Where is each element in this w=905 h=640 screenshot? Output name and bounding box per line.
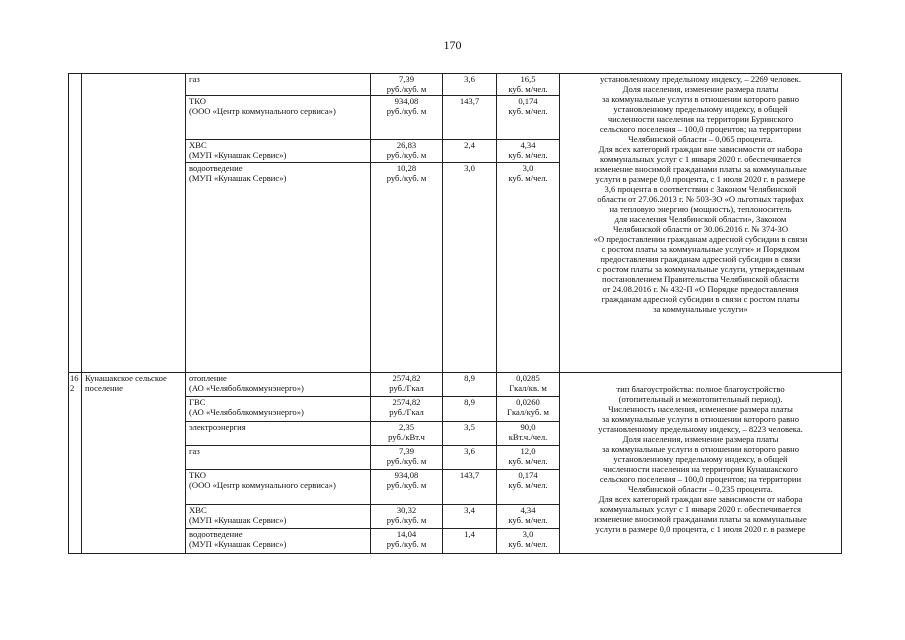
tariff-value: 10,28 (396, 163, 417, 173)
norm-unit: куб. м/чел. (508, 173, 548, 183)
description-line: Численность населения, изменение размера платы (608, 404, 793, 414)
description-line: «О предоставлении гражданам адресной субсидии в связи (593, 234, 808, 244)
norm-unit: куб. м/чел. (508, 150, 548, 160)
description-line: сельского поселения – 100,0 процентов; на территории (599, 124, 802, 134)
service-provider: (АО «Челябоблкоммунэнерго») (189, 407, 304, 417)
norm-unit: куб. м/чел. (508, 456, 548, 466)
tariff-value: 7,39 (398, 446, 415, 456)
service-cell (186, 373, 371, 397)
tariff-cell (371, 397, 443, 422)
service-name: водоотведение (189, 163, 243, 173)
description-line: от 24.08.2016 г. № 432-П «О Порядке предоставления (602, 284, 799, 294)
norm-value: 0,0285 (516, 373, 540, 383)
description-line: установленному предельному индексу, – 2269 человек. (600, 74, 801, 84)
growth-percent: 143,7 (443, 470, 497, 505)
service-name: газ (189, 74, 200, 84)
description-line: Челябинской области – 0,235 процента. (628, 484, 773, 494)
service-cell (186, 422, 371, 446)
description-line: коммунальных услуг с 1 января 2020 г. обеспечивается (600, 504, 801, 514)
service-name: газ (189, 446, 200, 456)
growth-percent: 8,9 (443, 373, 497, 397)
norm-cell (497, 96, 560, 140)
service-provider: (МУП «Кунашак Сервис») (189, 173, 287, 183)
norm-unit: куб. м/чел. (508, 539, 548, 549)
norm-value: 0,174 (518, 470, 538, 480)
description-line: изменение вносимой гражданами платы за коммунальные (594, 514, 807, 524)
service-name: ТКО (189, 96, 206, 106)
tariff-value: 2574,82 (392, 397, 421, 407)
norm-unit: куб. м/чел. (508, 480, 548, 490)
tariff-table (68, 73, 842, 554)
table-row (69, 373, 842, 397)
tariff-cell (371, 163, 443, 373)
tariff-unit: руб./куб. м (386, 480, 427, 490)
norm-value: 3,0 (522, 529, 534, 539)
tariff-unit: руб./куб. м (386, 539, 427, 549)
growth-percent: 3,0 (443, 163, 497, 373)
description-line: Для всех категорий граждан вне зависимости от набора (598, 494, 803, 504)
description-line: численности населения на территории Кунашакского (603, 464, 798, 474)
description-line: за коммунальные услуги в отношении которого равно (601, 94, 800, 104)
growth-percent: 3,6 (443, 74, 497, 96)
description-line: изменение вносимой гражданами платы за коммунальные (594, 164, 807, 174)
service-cell (186, 470, 371, 505)
service-name: электроэнергия (189, 422, 246, 432)
tariff-value: 26,83 (396, 140, 417, 150)
description-line: за коммунальные услуги в отношении которого равно (601, 444, 800, 454)
description-line: услуги в размере 0,0 процента, с 1 июля 2020 г. в размере (595, 524, 806, 534)
service-name: отопление (189, 373, 227, 383)
service-cell (186, 140, 371, 163)
tariff-unit: руб./куб. м (386, 84, 427, 94)
description-line: Челябинской области – 0,065 процента. (628, 134, 773, 144)
description-line: предоставления гражданам адресной субсидии в связи (600, 254, 801, 264)
service-name: ХВС (189, 140, 207, 150)
description-line: за коммунальные услуги в отношении которого равно (601, 414, 800, 424)
service-provider: (МУП «Кунашак Сервис») (189, 515, 287, 525)
description-text (560, 74, 842, 373)
norm-value: 4,34 (520, 140, 536, 150)
service-name: ГВС (189, 397, 206, 407)
tariff-value: 14,04 (396, 529, 417, 539)
service-provider: (ООО «Центр коммунального сервиса») (189, 480, 336, 490)
growth-percent: 1,4 (443, 529, 497, 554)
tariff-cell (371, 373, 443, 397)
norm-value: 0,174 (518, 96, 538, 106)
description-line: с ростом платы за коммунальные услуги» и Порядком (601, 244, 800, 254)
tariff-unit: руб./кВт.ч (388, 432, 425, 442)
tariff-unit: руб./куб. м (386, 173, 427, 183)
norm-value: 90,0 (520, 422, 536, 432)
service-provider: (МУП «Кунашак Сервис») (189, 539, 287, 549)
description-line: Челябинской области от 30.06.2016 г. № 374-ЗО (612, 224, 789, 234)
norm-cell (497, 505, 560, 529)
growth-percent: 8,9 (443, 397, 497, 422)
tariff-unit: руб./куб. м (386, 150, 427, 160)
norm-cell (497, 446, 560, 470)
service-cell (186, 505, 371, 529)
norm-value: 3,0 (522, 163, 534, 173)
tariff-cell (371, 96, 443, 140)
page-number: 170 (443, 38, 462, 52)
description-line: на тепловую энергию (мощность), теплоноситель (609, 204, 792, 214)
section-number (69, 74, 82, 373)
norm-cell (497, 470, 560, 505)
description-line: установленному предельному индексу, в общей (613, 104, 788, 114)
settlement-name: Кунашакское сельское поселение (82, 373, 186, 554)
tariff-cell (371, 446, 443, 470)
tariff-value: 934,08 (394, 470, 419, 480)
description-line: гражданам адресной субсидии в связи с ростом платы (601, 294, 800, 304)
section-number: 162 (69, 373, 82, 554)
description-line: тип благоустройства: полное благоустройство (616, 384, 785, 394)
tariff-value: 934,08 (394, 96, 419, 106)
description-line: для населения Челябинской области», Законом (614, 214, 787, 224)
table-row (69, 74, 842, 96)
description-line: Доля населения, изменение размера платы (622, 434, 779, 444)
description-line: Для всех категорий граждан вне зависимости от набора (598, 144, 803, 154)
norm-unit: Гкал/куб. м (507, 407, 549, 417)
description-text (560, 373, 842, 554)
growth-percent: 3,5 (443, 422, 497, 446)
description-line: численности населения на территории Буринского (607, 114, 794, 124)
growth-percent: 2,4 (443, 140, 497, 163)
tariff-cell (371, 470, 443, 505)
description-line: области от 27.06.2013 г. № 503-ЗО «О льготных тарифах (597, 194, 804, 204)
growth-percent: 3,6 (443, 446, 497, 470)
tariff-unit: руб./куб. м (386, 456, 427, 466)
description-line: услуги в размере 0,0 процента, с 1 июля 2020 г. в размере (595, 174, 806, 184)
norm-value: 4,34 (520, 505, 536, 515)
service-cell (186, 397, 371, 422)
service-provider: (ООО «Центр коммунального сервиса») (189, 106, 336, 116)
service-cell (186, 529, 371, 554)
tariff-cell (371, 140, 443, 163)
growth-percent: 143,7 (443, 96, 497, 140)
norm-value: 16,5 (520, 74, 536, 84)
tariff-unit: руб./куб. м (386, 106, 427, 116)
tariff-cell (371, 74, 443, 96)
norm-cell (497, 529, 560, 554)
tariff-value: 2,35 (398, 422, 415, 432)
description-line: установленному предельному индексу, – 8223 человека. (598, 424, 803, 434)
description-line: с ростом платы за коммунальные услуги, утвержденным (596, 264, 805, 274)
tariff-unit: руб./куб. м (386, 515, 427, 525)
tariff-unit: руб./Гкал (389, 407, 424, 417)
service-cell (186, 163, 371, 373)
service-cell (186, 96, 371, 140)
norm-value: 12,0 (520, 446, 536, 456)
tariff-cell (371, 505, 443, 529)
norm-cell (497, 397, 560, 422)
tariff-value: 30,32 (396, 505, 417, 515)
tariff-cell (371, 529, 443, 554)
description-line: (отопительный и межотопительный период). (618, 394, 783, 404)
norm-unit: куб. м/чел. (508, 106, 548, 116)
norm-value: 0,0260 (516, 397, 540, 407)
tariff-value: 2574,82 (392, 373, 421, 383)
norm-cell (497, 74, 560, 96)
norm-unit: куб. м/чел. (508, 84, 548, 94)
description-line: 3,6 процента в соответствии с Законом Челябинской (604, 184, 797, 194)
tariff-cell (371, 422, 443, 446)
tariff-unit: руб./Гкал (389, 383, 424, 393)
description-line: установленному предельному индексу, в общей (613, 454, 788, 464)
norm-cell (497, 140, 560, 163)
description-line: за коммунальные услуги» (653, 304, 748, 314)
growth-percent: 3,4 (443, 505, 497, 529)
description-line: сельского поселения – 100,0 процентов; на территории (599, 474, 802, 484)
service-name: ТКО (189, 470, 206, 480)
service-provider: (АО «Челябоблкоммунэнерго») (189, 383, 304, 393)
service-cell (186, 74, 371, 96)
norm-unit: кВт.ч./чел. (508, 432, 548, 442)
description-line: коммунальных услуг с 1 января 2020 г. обеспечивается (600, 154, 801, 164)
norm-unit: Гкал/кв. м (509, 383, 547, 393)
norm-unit: куб. м/чел. (508, 515, 548, 525)
tariff-value: 7,39 (398, 74, 415, 84)
norm-cell (497, 163, 560, 373)
settlement-name (82, 74, 186, 373)
service-name: водоотведение (189, 529, 243, 539)
norm-cell (497, 373, 560, 397)
service-cell (186, 446, 371, 470)
description-line: Доля населения, изменение размера платы (622, 84, 779, 94)
service-provider: (МУП «Кунашак Сервис») (189, 150, 287, 160)
service-name: ХВС (189, 505, 207, 515)
norm-cell (497, 422, 560, 446)
description-line: постановлением Правительства Челябинской области (602, 274, 799, 284)
